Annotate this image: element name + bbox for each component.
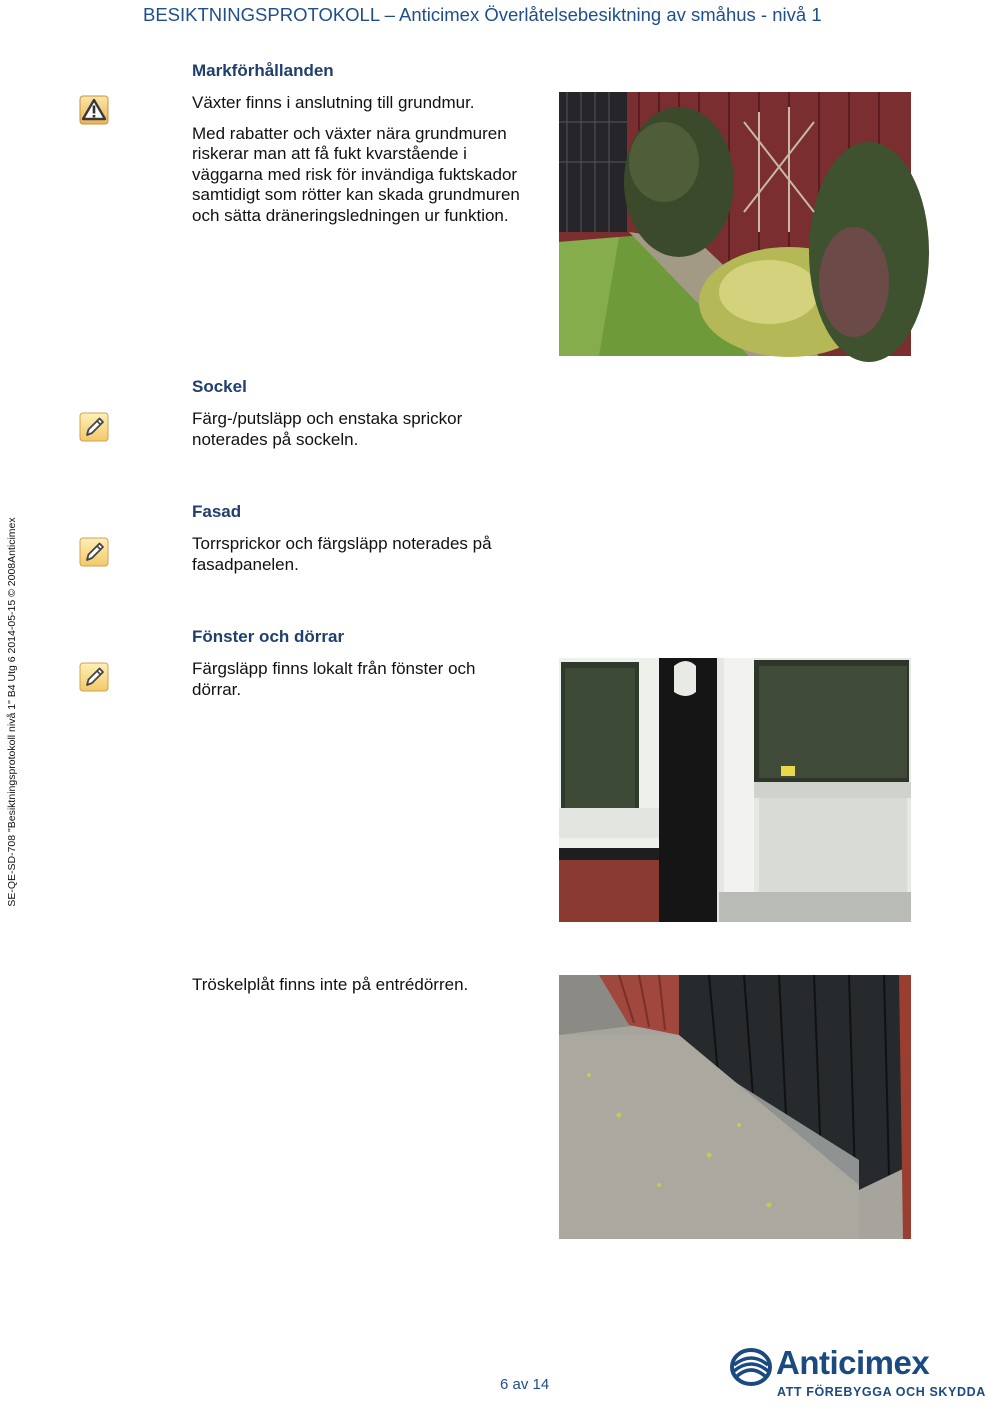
section-heading-fasad: Fasad	[192, 502, 242, 521]
section-text-line: Torrsprickor och färgsläpp noterades på	[192, 534, 492, 553]
warning-icon	[78, 94, 110, 126]
pencil-icon	[78, 536, 110, 568]
section-text-line: fasadpanelen.	[192, 554, 299, 574]
section-text-line: Färgsläpp finns lokalt från fönster och	[192, 659, 476, 678]
anticimex-logo	[730, 1344, 986, 1401]
document-reference: SE-QE-SD-708 "Besiktningsprotokoll nivå 1" B4 Utg 6 2014-05-15 © 2008Anticimex	[6, 517, 18, 907]
section-text-line: riskerar man att få fukt kvarstående i	[192, 144, 467, 163]
section-heading-sockel: Sockel	[192, 377, 247, 396]
section-text-line: noterades på sockeln.	[192, 429, 359, 449]
document-header: BESIKTNINGSPROTOKOLL – Anticimex Överlåtelsebesiktning av småhus - nivå 1	[143, 4, 822, 25]
section-text-line: Växter finns i anslutning till grundmur.	[192, 93, 475, 112]
threshold-note: Tröskelplåt finns inte på entrédörren.	[192, 975, 469, 994]
garden-photo	[559, 92, 911, 356]
section-text-line: väggarna med risk för invändiga fuktskador	[192, 164, 518, 184]
pencil-icon	[78, 411, 110, 443]
section-text-line: dörrar.	[192, 679, 242, 699]
pencil-icon	[78, 661, 110, 693]
section-text-line: Färg-/putsläpp och enstaka sprickor	[192, 409, 463, 428]
section-text-line: och sätta dräneringsledningen ur funktion.	[192, 205, 509, 225]
logo-tagline: ATT FÖREBYGGA OCH SKYDDA	[777, 1385, 986, 1399]
section-heading-markforhallanden: Markförhållanden	[192, 61, 334, 80]
logo-name: Anticimex	[776, 1344, 930, 1381]
section-text-line: samtidigt som rötter kan skada grundmuren	[192, 185, 520, 204]
section-text-line	[192, 114, 520, 124]
window-door-photo	[559, 658, 911, 922]
section-heading-fonster-och-dorrar: Fönster och dörrar	[192, 627, 345, 646]
page-number: 6 av 14	[500, 1376, 550, 1393]
threshold-photo	[559, 975, 911, 1239]
anticimex-emblem-icon	[730, 1347, 772, 1387]
section-text-line: Med rabatter och växter nära grundmuren	[192, 123, 507, 143]
